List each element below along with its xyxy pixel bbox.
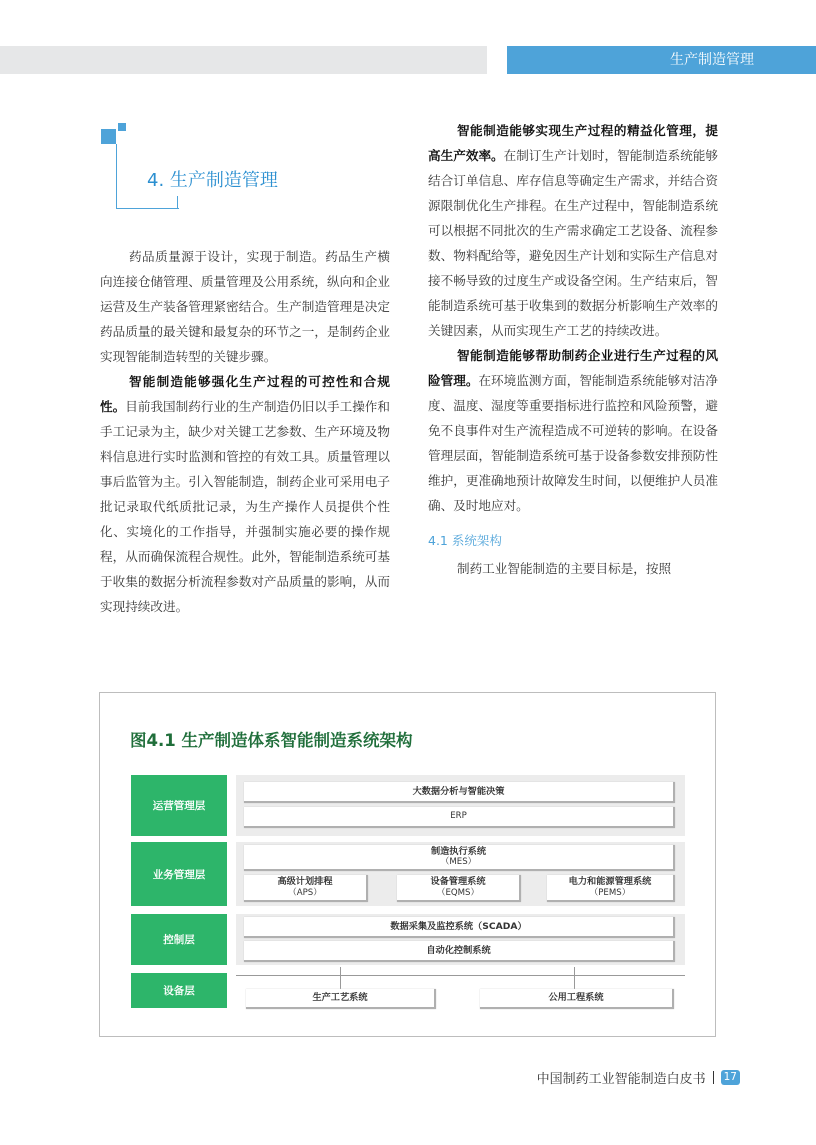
layer-equipment: 设备层 [131, 973, 227, 1008]
decor-square-small [118, 123, 126, 131]
connector-horizontal [236, 975, 685, 976]
paragraph-body: 目前我国制药行业的生产制造仍旧以手工操作和手工记录为主，缺少对关键工艺参数、生产环境及物料信息进行实时监测和管控的有效工具。质量管理以事后监管为主。引入智能制造，制药企业可采用电子批记录取代纸质批记录，为生产操作人员提供个性化、实境化的工作指导，并强制实施必要的操作规程，从而确保流程合规性。此外，智能制造系统可基于收集的数据分析流程参数对产品质量的影响，从而实现持续改进。 [100, 399, 390, 614]
connector-left [340, 967, 341, 990]
header-bar [0, 46, 487, 74]
decor-square-large [101, 129, 116, 144]
box-mes: 制造执行系统 （MES） [244, 845, 675, 871]
box-eqms: 设备管理系统 （EQMS） [397, 875, 521, 902]
box-utility-system: 公用工程系统 [480, 989, 674, 1009]
architecture-figure [99, 692, 716, 1037]
box-big-data: 大数据分析与智能决策 [244, 782, 675, 803]
figure-title: 图4.1 生产制造体系智能制造系统架构 [130, 731, 413, 750]
paragraph [428, 343, 718, 518]
box-scada: 数据采集及监控系统（SCADA） [244, 917, 675, 938]
layer-business: 业务管理层 [131, 842, 227, 906]
header-section-label: 生产制造管理 [507, 46, 816, 74]
paragraph-lead: 智能制造能够帮助制药企业进行生产过程的风险管理。 [428, 348, 718, 388]
box-process-system: 生产工艺系统 [246, 989, 436, 1009]
subsection-heading: 4.1 系统架构 [428, 533, 502, 548]
left-column [100, 244, 390, 619]
title-frame-tick [177, 196, 178, 208]
section-title: 4. 生产制造管理 [147, 170, 278, 191]
paragraph: 药品质量源于设计，实现于制造。药品生产横向连接仓储管理、质量管理及公用系统，纵向和企业运营及生产装备管理紧密结合。生产制造管理是决定药品质量的最关键和最复杂的环节之一，是制药企业实现智能制造转型的关键步骤。 [100, 249, 390, 364]
paragraph-lead: 智能制造能够强化生产过程的可控性和合规性。 [100, 374, 390, 414]
paragraph: 制药工业智能制造的主要目标是，按照 [456, 561, 672, 576]
footer-divider [713, 1071, 714, 1084]
right-column [428, 118, 718, 581]
box-aps: 高级计划排程 （APS） [244, 875, 368, 902]
paragraph-body: 在制订生产计划时，智能制造系统能够结合订单信息、库存信息等确定生产需求，并结合资源限制优化生产排程。在生产过程中，智能制造系统可以根据不同批次的生产需求确定工艺设备、流程参数、物料配给等，避免因生产计划和实际生产信息对接不畅导致的过度生产或设备空闲。生产结束后，智能制造系统可基于收集到的数据分析影响生产效率的关键因素，从而实现生产工艺的持续改进。 [428, 148, 718, 338]
paragraph [428, 118, 718, 343]
footer [537, 1068, 740, 1087]
layer-operations: 运营管理层 [131, 775, 227, 836]
box-automation: 自动化控制系统 [244, 941, 675, 962]
box-pems: 电力和能源管理系统 （PEMS） [547, 875, 675, 902]
page-number: 17 [721, 1070, 740, 1085]
footer-book-title: 中国制药工业智能制造白皮书 [536, 1072, 706, 1087]
paragraph-body: 在环境监测方面，智能制造系统能够对洁净度、温度、湿度等重要指标进行监控和风险预警，避免不良事件对生产流程造成不可逆转的影响。在设备管理层面，智能制造系统可基于设备参数安排预防性维护，更准确地预计故障发生时间，以便维护人员准确、及时地应对。 [428, 373, 718, 513]
paragraph-lead: 智能制造能够实现生产过程的精益化管理，提高生产效率。 [428, 123, 718, 163]
connector-right [574, 967, 575, 990]
paragraph [100, 369, 390, 619]
layer-control: 控制层 [131, 914, 227, 965]
box-erp: ERP [244, 807, 675, 828]
